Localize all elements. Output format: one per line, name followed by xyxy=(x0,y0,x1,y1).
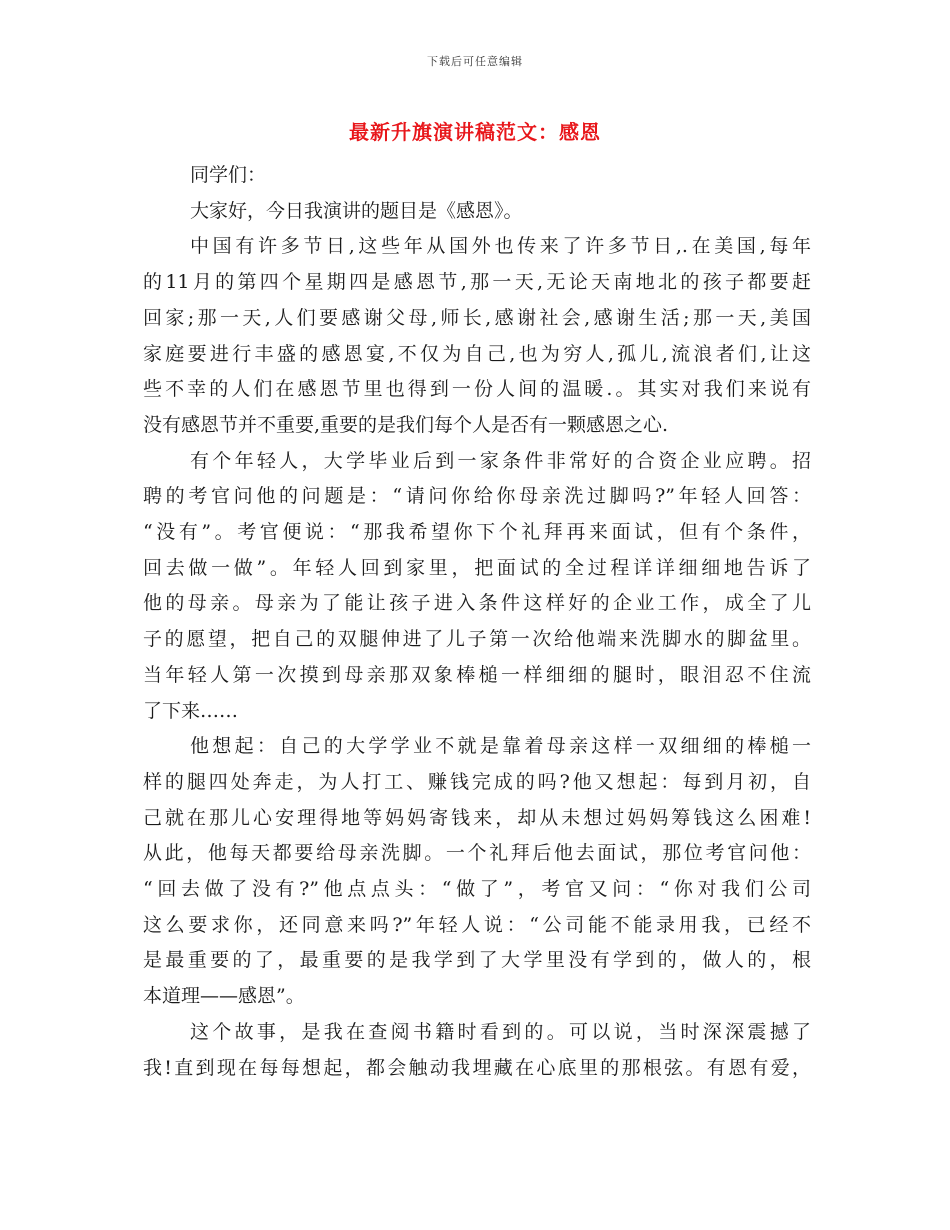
paragraph-line: 我!直到现在每每想起，都会触动我埋藏在心底里的那根弦。有恩有爱， xyxy=(143,1056,811,1079)
document-title: 最新升旗演讲稿范文：感恩 xyxy=(349,120,601,144)
paragraph-line: 些不幸的人们在感恩节里也得到一份人间的温暖.。其实对我们来说有 xyxy=(143,378,811,401)
paragraph-line: 中国有许多节日,这些年从国外也传来了许多节日,.在美国,每年 xyxy=(190,235,811,258)
paragraph-line: 的11月的第四个星期四是感恩节,那一天,无论天南地北的孩子都要赶 xyxy=(143,271,811,294)
paragraph-line: “回去做了没有?”他点点头：“做了”，考官又问：“你对我们公司 xyxy=(143,878,811,901)
paragraph-line: 子的愿望，把自己的双腿伸进了儿子第一次给他端来洗脚水的脚盆里。 xyxy=(143,628,811,651)
paragraph-line: 家庭要进行丰盛的感恩宴,不仅为自己,也为穷人,孤儿,流浪者们,让这 xyxy=(143,342,811,365)
paragraph-line: 这么要求你，还同意来吗?”年轻人说：“公司能不能录用我，已经不 xyxy=(143,913,811,936)
paragraph-line: 从此，他每天都要给母亲洗脚。一个礼拜后他去面试，那位考官问他： xyxy=(143,842,811,865)
paragraph-line: 了下来…… xyxy=(143,699,239,722)
paragraph-line: 没有感恩节并不重要,重要的是我们每个人是否有一颗感恩之心. xyxy=(143,413,669,436)
paragraph-line: 己就在那儿心安理得地等妈妈寄钱来，却从未想过妈妈筹钱这么困难! xyxy=(143,806,811,829)
page-header-note: 下载后可任意编辑 xyxy=(427,55,523,68)
paragraph-line: “没有”。考官便说：“那我希望你下个礼拜再来面试，但有个条件， xyxy=(143,521,811,544)
paragraph-line: 回去做一做”。年轻人回到家里，把面试的全过程详详细细地告诉了 xyxy=(143,556,811,579)
paragraph-line: 聘的考官问他的问题是：“请问你给你母亲洗过脚吗?”年轻人回答： xyxy=(143,485,811,508)
paragraph-line: 本道理——感恩”。 xyxy=(143,985,305,1008)
paragraph-line: 这个故事，是我在查阅书籍时看到的。可以说，当时深深震撼了 xyxy=(190,1020,811,1043)
greeting-line: 大家好，今日我演讲的题目是《感恩》。 xyxy=(190,199,523,222)
paragraph-line: 有个年轻人，大学毕业后到一家条件非常好的合资企业应聘。招 xyxy=(190,449,811,472)
paragraph-line: 是最重要的了，最重要的是我学到了大学里没有学到的，做人的，根 xyxy=(143,949,811,972)
paragraph-line: 样的腿四处奔走，为人打工、赚钱完成的吗?他又想起：每到月初，自 xyxy=(143,770,811,793)
paragraph-line: 当年轻人第一次摸到母亲那双象棒槌一样细细的腿时，眼泪忍不住流 xyxy=(143,663,811,686)
document-body xyxy=(143,158,811,1086)
salutation-line: 同学们： xyxy=(190,164,267,186)
paragraph-line: 他想起：自己的大学学业不就是靠着母亲这样一双细细的棒槌一 xyxy=(190,735,811,758)
paragraph-line: 回家;那一天,人们要感谢父母,师长,感谢社会,感谢生活;那一天,美国 xyxy=(143,306,811,329)
paragraph-line: 他的母亲。母亲为了能让孩子进入条件这样好的企业工作，成全了儿 xyxy=(143,592,811,615)
